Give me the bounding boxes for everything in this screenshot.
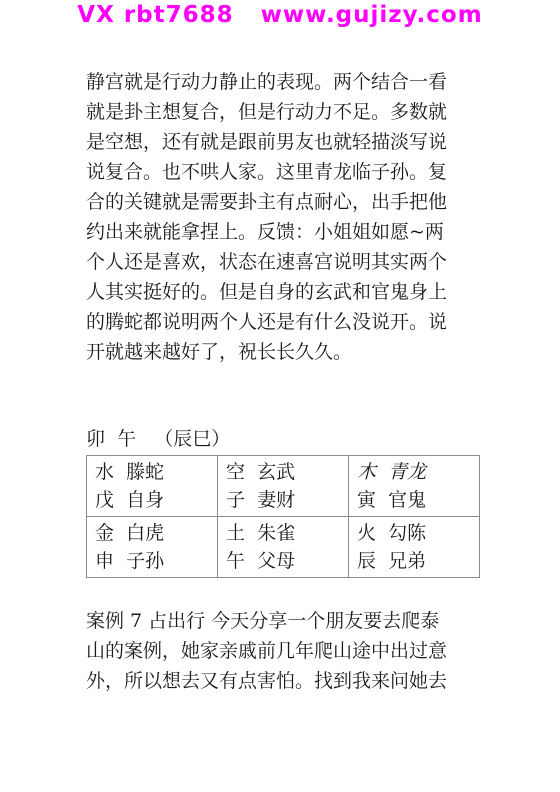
cell-line: 申 子孙 [95,550,165,572]
text-line: 人其实挺好的。但是自身的玄武和官鬼身上 [86,281,448,303]
text-line: 案例 7 占出行 今天分享一个朋友要去爬泰 [86,610,440,632]
text-line: 的腾蛇都说明两个人还是有什么没说开。说 [86,311,448,333]
text-line: 合的关键就是需要卦主有点耐心，出手把他 [86,191,448,213]
text-line: 个人还是喜欢，状态在速喜宫说明其实两个 [86,251,448,273]
cell-line: 土 朱雀 [226,522,296,544]
body-paragraph-1 [86,67,486,367]
text-line: 外，所以想去又有点害怕。找到我来问她去 [86,670,448,692]
text-line: 开就越来越好了，祝长长久久。 [86,341,353,363]
table-row [87,456,480,517]
cell-line: 寅 官鬼 [357,489,427,511]
cell-line: 木 青龙 [357,461,427,483]
table-row [87,517,480,578]
text-line: 就是卦主想复合，但是行动力不足。多数就 [86,101,448,123]
table-cell [349,456,480,517]
watermark-text: VX rbt7688 www.gujizy.com [77,2,483,28]
table-cell [349,517,480,578]
palace-table [86,455,480,578]
text-line: 静宫就是行动力静止的表现。两个结合一看 [86,71,448,93]
cell-line: 子 妻财 [226,489,296,511]
text-line: 是空想，还有就是跟前男友也就轻描淡写说 [86,131,448,153]
cell-line: 火 勾陈 [357,522,427,544]
body-paragraph-2 [86,606,486,696]
text-line: 约出来就能拿捏上。反馈：小姐姐如愿~两 [86,221,444,243]
table-cell [218,517,349,578]
cell-line: 空 玄武 [226,461,296,483]
table-cell [87,517,218,578]
cell-line: 戊 自身 [95,489,165,511]
chart-header: 卯 午 （辰巳） [86,428,231,450]
cell-line: 金 白虎 [95,522,165,544]
table-cell [218,456,349,517]
cell-line: 辰 兄弟 [357,550,427,572]
text-line: 山的案例，她家亲戚前几年爬山途中出过意 [86,640,448,662]
cell-line: 水 滕蛇 [95,461,165,483]
cell-line: 午 父母 [226,550,296,572]
table-cell [87,456,218,517]
text-line: 说复合。也不哄人家。这里青龙临子孙。复 [86,161,448,183]
